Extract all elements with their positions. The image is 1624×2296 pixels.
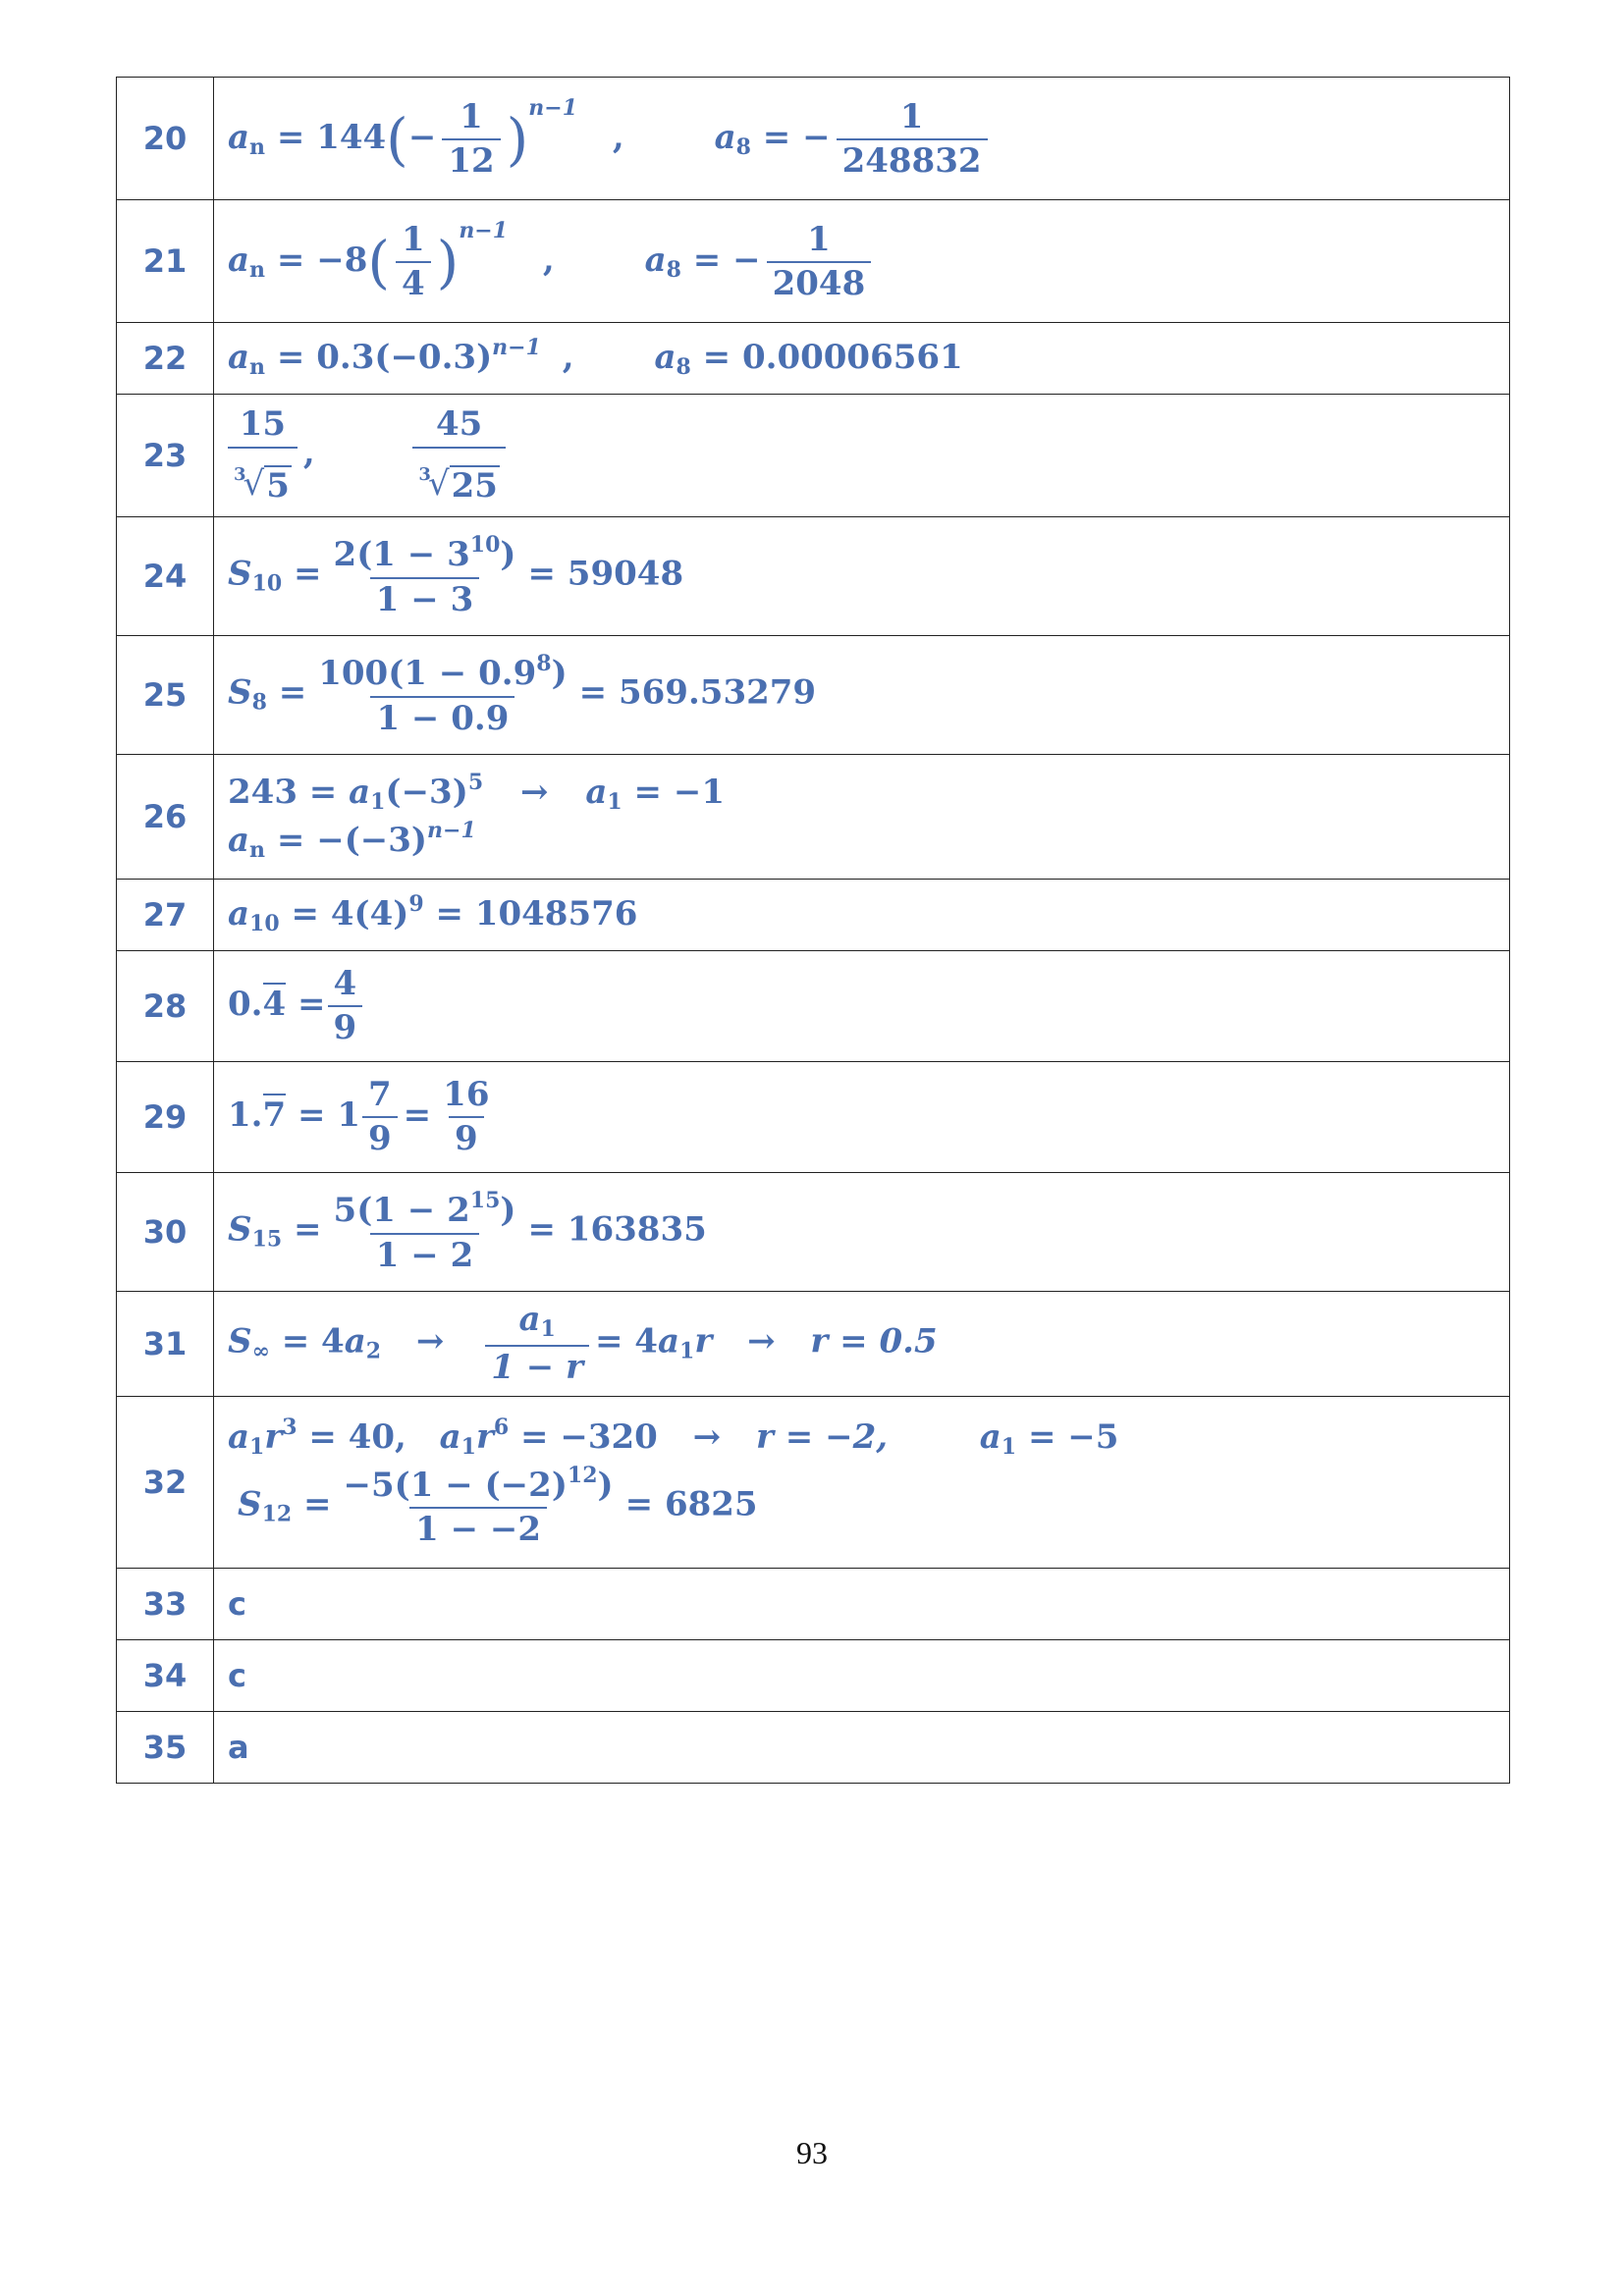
answer-letter: c — [228, 1585, 246, 1623]
answer-cell — [214, 1569, 1510, 1640]
table-row — [117, 880, 1510, 951]
answer-letter: c — [228, 1657, 246, 1694]
formula: $S_8$ = $\frac{100(1 - 0.9^8)}{1 - 0.9}$ = 569.53279 — [228, 651, 817, 738]
answer-cell — [214, 517, 1510, 636]
question-number: 27 — [117, 880, 214, 951]
answer-cell — [214, 951, 1510, 1062]
answer-cell — [214, 395, 1510, 517]
answer-cell — [214, 1062, 1510, 1173]
table-row — [117, 1292, 1510, 1397]
question-number: 25 — [117, 636, 214, 755]
answer-cell — [214, 1173, 1510, 1292]
page-number: 93 — [796, 2135, 828, 2170]
answer-cell — [214, 323, 1510, 395]
answer-cell — [214, 1640, 1510, 1712]
table-row — [117, 323, 1510, 395]
table-row — [117, 1712, 1510, 1784]
answers-table — [116, 77, 1510, 1784]
formula: $S_\infty = 4a_2$ → $\frac{a_1}{1 - r}$ = $4a_1r \to r = 0.5$ — [228, 1300, 938, 1387]
formula: $243 = a_1(-3)^5 \to a_1 = -1$ $a_n = -(-3)^{n-1}$ — [228, 769, 725, 863]
table-row — [117, 1173, 1510, 1292]
table-row — [117, 636, 1510, 755]
table-row — [117, 200, 1510, 323]
table-row — [117, 395, 1510, 517]
question-number: 26 — [117, 755, 214, 880]
formula: $a_1r^3 = 40$, $a_1r^6 = -320 \to r = -2$, $a_1 = -5$ $S_{12}$ = $\frac{-5(1 - (-2)^{12})}{1 - -2}$ = 6825 — [228, 1414, 1119, 1550]
question-number: 23 — [117, 395, 214, 517]
question-number: 21 — [117, 200, 214, 323]
table-row — [117, 78, 1510, 200]
answer-cell — [214, 1292, 1510, 1397]
question-number: 24 — [117, 517, 214, 636]
formula: 0.4 = $\frac{4}{9}$ — [228, 965, 368, 1047]
answer-cell — [214, 880, 1510, 951]
formula: $S_{10}$ = $\frac{2(1 - 3^{10})}{1 - 3}$ = 59048 — [228, 532, 684, 619]
question-number: 34 — [117, 1640, 214, 1712]
table-row — [117, 1397, 1510, 1569]
table-row — [117, 1640, 1510, 1712]
question-number: 33 — [117, 1569, 214, 1640]
answer-cell — [214, 755, 1510, 880]
formula: $a_n = 0.3(-0.3)^{n-1}$ , $a_8 = 0.00006561$ — [228, 335, 963, 381]
question-number: 32 — [117, 1397, 214, 1569]
answer-cell — [214, 636, 1510, 755]
answer-cell — [214, 200, 1510, 323]
formula: $a_{10} = 4(4)^9 = 1048576$ — [228, 891, 638, 937]
formula: $a_n = 144(-$ $\frac{1}{12}$ )$^{n-1}$ , $a_8$ = − $\frac{1}{248832}$ — [228, 96, 994, 181]
question-number: 22 — [117, 323, 214, 395]
question-number: 28 — [117, 951, 214, 1062]
question-number: 20 — [117, 78, 214, 200]
table-row — [117, 517, 1510, 636]
answer-cell — [214, 78, 1510, 200]
answer-cell — [214, 1397, 1510, 1569]
question-number: 31 — [117, 1292, 214, 1397]
table-row — [117, 1062, 1510, 1173]
table-row — [117, 755, 1510, 880]
answer-letter: a — [228, 1729, 249, 1766]
table-row — [117, 951, 1510, 1062]
question-number: 29 — [117, 1062, 214, 1173]
table-row — [117, 1569, 1510, 1640]
answer-cell — [214, 1712, 1510, 1784]
formula: 1.7 = 1 $\frac{7}{9}$ = $\frac{16}{9}$ — [228, 1074, 490, 1158]
formula: $a_n = -8$( $\frac{1}{4}$ )$^{n-1}$ , $a_8$ = − $\frac{1}{2048}$ — [228, 219, 877, 303]
question-number: 35 — [117, 1712, 214, 1784]
question-number: 30 — [117, 1173, 214, 1292]
formula: 15 3 √ 5 , 45 3 √ 25 — [228, 405, 512, 505]
formula: $S_{15}$ = $\frac{5(1 - 2^{15})}{1 - 2}$ = 163835 — [228, 1188, 707, 1275]
